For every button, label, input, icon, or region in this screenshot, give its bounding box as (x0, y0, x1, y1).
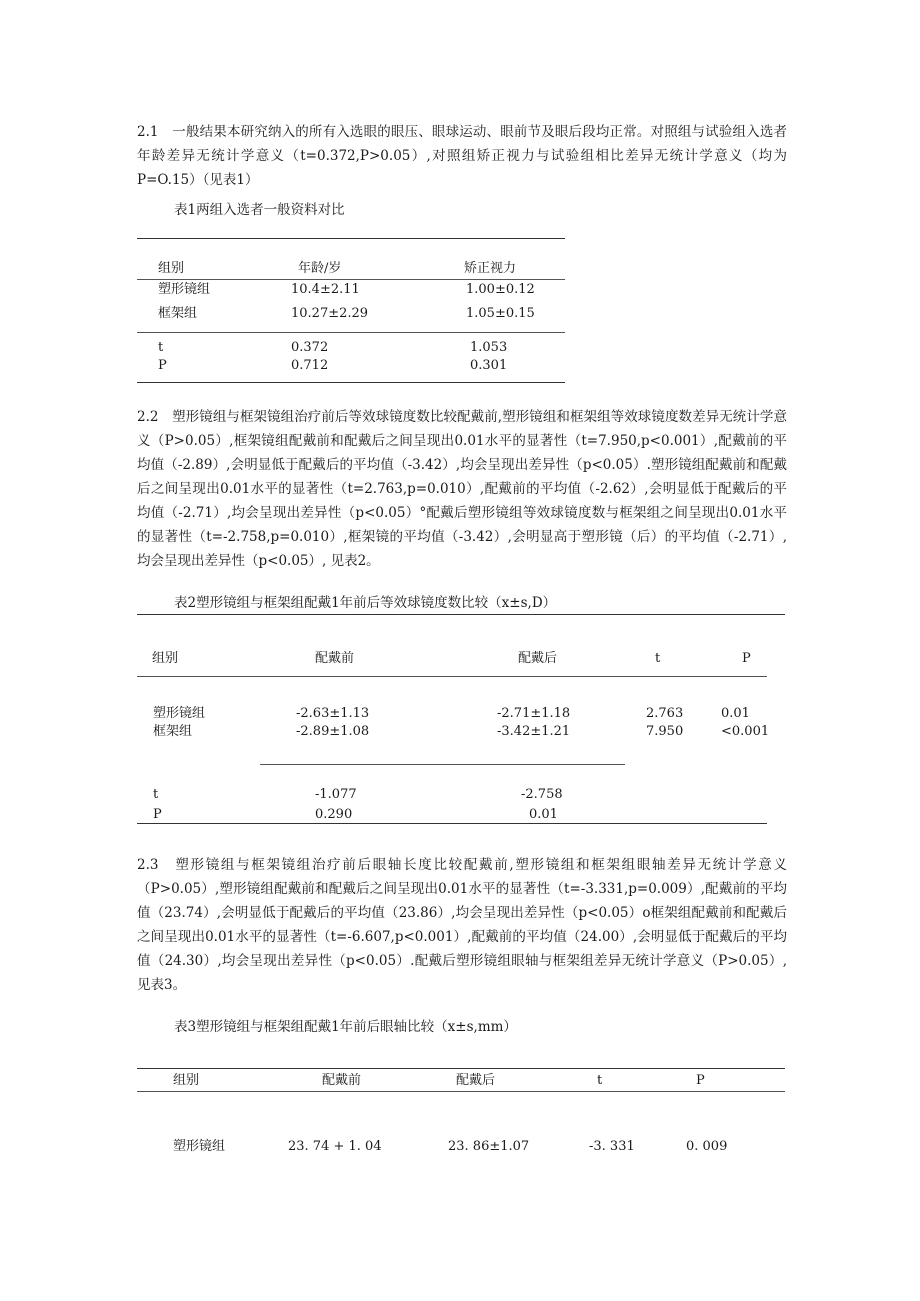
table1-stat-p-label: P (158, 358, 167, 373)
table2-stat-p-before: 0.290 (315, 807, 353, 822)
table2-row-2-group: 框架组 (153, 724, 193, 739)
table2-stat-t-label: t (153, 787, 159, 802)
table2-row-1-t: 2.763 (646, 706, 684, 721)
table1-stat-t-age: 0.372 (291, 340, 329, 355)
table2-header-t: t (655, 651, 661, 666)
section-2-3-paragraph: 2.3 塑形镜组与框架镜组治疗前后眼轴长度比较配戴前,塑形镜组和框架组眼轴差异无统计学意义（P>0.05）,塑形镜组配戴前和配戴后之间呈现出0.01水平的显著性（t=-3.331,p=0.009）,配戴前的平均值（23.74）,会明显低于配戴后的平均值（23.86）,均会呈现出差异性（p<0.05）o框架组配戴前和配戴后之间呈现出0.01水平的显著性（t=-6.607,p<0.001）,配戴前的平均值（24.00）,会明显低于配戴后的平均值（24.30）,均会呈现出差异性（p<0.05）.配戴后塑形镜组眼轴与框架组差异无统计学意义（P>0.05）, 见表3。 (137, 857, 787, 993)
table1-header-group: 组别 (158, 261, 185, 276)
table2-row-2-before: -2.89±1.08 (296, 724, 370, 739)
table2-bottom-rule (137, 823, 767, 824)
table1-stat-p-vision: 0.301 (470, 358, 508, 373)
table2-row-2-p: <0.001 (721, 724, 770, 739)
table3-header-rule (137, 1091, 785, 1092)
table1-row-2-age: 10.27±2.29 (291, 306, 369, 321)
table1-row-1-vision: 1.00±0.12 (466, 282, 535, 297)
table2-row-2-after: -3.42±1.21 (497, 724, 571, 739)
table1-stat-t-vision: 1.053 (470, 340, 508, 355)
table3-header-after: 配戴后 (456, 1073, 496, 1088)
table1-header-vision: 矫正视力 (464, 261, 517, 276)
table2-stat-t-before: -1.077 (315, 787, 357, 802)
table1-row-2-group: 框架组 (158, 306, 198, 321)
table3-header-p: P (696, 1073, 705, 1088)
table1-top-rule (137, 238, 565, 239)
table1-row-1-group: 塑形镜组 (158, 282, 211, 297)
table2-mid-rule (260, 764, 625, 765)
table3-header-before: 配戴前 (322, 1073, 362, 1088)
table3-header-t: t (597, 1073, 603, 1088)
table2-row-1-before: -2.63±1.13 (296, 706, 370, 721)
table1-row-2-vision: 1.05±0.15 (466, 306, 535, 321)
table1-bottom-rule (137, 382, 565, 383)
table2-header-p: P (742, 651, 751, 666)
table1-header-rule (137, 279, 565, 280)
table1-row-1-age: 10.4±2.11 (291, 282, 360, 297)
table2-header-after: 配戴后 (518, 651, 558, 666)
table2-stat-p-label: P (153, 807, 162, 822)
table1-header-age: 年龄/岁 (298, 261, 342, 276)
table3-row-1-after: 23. 86±1.07 (448, 1139, 530, 1154)
table2-stat-p-after: 0.01 (529, 807, 558, 822)
table2-row-1-group: 塑形镜组 (153, 706, 206, 721)
table2-row-2-t: 7.950 (646, 724, 684, 739)
table3-row-1-before: 23. 74 + 1. 04 (288, 1139, 382, 1154)
section-2-2-paragraph: 2.2 塑形镜组与框架镜组治疗前后等效球镜度数比较配戴前,塑形镜组和框架组等效球镜度数差异无统计学意义（P>0.05）,框架镜组配戴前和配戴后之间呈现出0.01水平的显著性（t=7.950,p<0.001）,配戴前的平均值（-2.89）,会明显低于配戴后的平均值（-3.42）,均会呈现出差异性（p<0.05）.塑形镜组配戴前和配戴后之间呈现出0.01水平的显著性（t=2.763,p=0.010）,配戴前的平均值（-2.62）,会明显低于配戴后的平均值（-2.71）,均会呈现出差异性（p<0.05）°配戴后塑形镜组等效球镜度数与框架组之间呈现出0.01水平的显著性（t=-2.758,p=0.010）,框架镜的平均值（-3.42）,会明显高于塑形镜（后）的平均值（-2.71）,均会呈现出差异性（p<0.05）, 见表2。 (137, 409, 787, 569)
table1-mid-rule (137, 332, 565, 333)
table2-top-rule (137, 614, 785, 615)
table3-row-1-p: 0. 009 (686, 1139, 728, 1154)
table1-stat-p-age: 0.712 (291, 358, 329, 373)
table3-top-rule (137, 1068, 785, 1069)
table3-row-1-t: -3. 331 (589, 1139, 635, 1154)
table1-caption: 表1两组入选者一般资料对比 (174, 202, 345, 218)
table2-header-rule (137, 676, 767, 677)
section-2-1-paragraph: 2.1 一般结果本研究纳入的所有入选眼的眼压、眼球运动、眼前节及眼后段均正常。对照组与试验组入选者年龄差异无统计学意义（t=0.372,P>0.05）,对照组矫正视力与试验组相比差异无统计学意义（均为P=O.15）（见表1） (137, 124, 787, 188)
table2-header-group: 组别 (152, 651, 179, 666)
table2-header-before: 配戴前 (315, 651, 355, 666)
table3-caption: 表3塑形镜组与框架组配戴1年前后眼轴比较（x±s,mm） (174, 1019, 517, 1035)
table3-header-group: 组别 (173, 1073, 200, 1088)
table2-row-1-after: -2.71±1.18 (497, 706, 571, 721)
table2-caption: 表2塑形镜组与框架组配戴1年前后等效球镜度数比较（x±s,D） (174, 595, 557, 611)
table2-stat-t-after: -2.758 (521, 787, 563, 802)
table1-stat-t-label: t (158, 340, 164, 355)
table2-row-1-p: 0.01 (721, 706, 750, 721)
table3-row-1-group: 塑形镜组 (173, 1139, 226, 1154)
